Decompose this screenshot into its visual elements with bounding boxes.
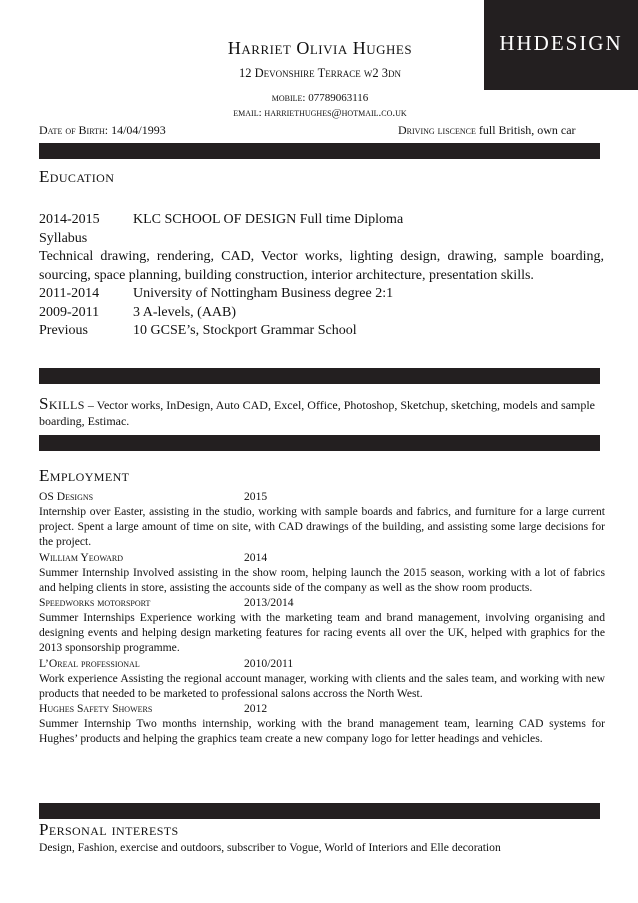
- education-text: 10 GCSE’s, Stockport Grammar School: [133, 323, 357, 338]
- job-company: Hughes Safety Showers: [39, 702, 153, 716]
- job-header: [39, 489, 605, 504]
- education-text: KLC SCHOOL OF DESIGN Full time Diploma: [133, 212, 404, 227]
- job-description: Summer Internship Involved assisting in the show room, helping launch the 2015 season, working with a lot of fabrics and helping clients in store, assisting the accounts side of the company as well as the show room products.: [39, 565, 605, 594]
- employment-section: [39, 489, 605, 746]
- job-company: L’Oreal professional: [39, 656, 140, 670]
- education-row: [39, 322, 604, 341]
- job-description: Summer Internship Two months internship, working with the brand management team, learning CAD systems for Hughes’ products and helping the graphics team create a new company logo for letter headings and vehicles.: [39, 717, 605, 746]
- divider-bar: [39, 803, 600, 819]
- job-date: 2014: [244, 550, 268, 564]
- driving-value: full British, own car: [478, 123, 576, 137]
- address: 12 Devonshire Terrace w2 3dn: [239, 66, 401, 80]
- applicant-name: Harriet Olivia Hughes: [227, 38, 413, 58]
- job-date: 2015: [244, 490, 268, 503]
- education-year: Previous: [39, 323, 88, 338]
- job-company: William Yeoward: [39, 550, 123, 564]
- education-text: 3 A-levels, (AAB): [133, 304, 237, 320]
- dob-value: 14/04/1993: [111, 123, 166, 137]
- education-text: University of Nottingham Business degree 2:1: [133, 286, 394, 301]
- interests-text: Design, Fashion, exercise and outdoors, subscriber to Vogue, World of Interiors and Elle decoration: [39, 841, 501, 854]
- job-company: Speedworks motorsport: [39, 596, 151, 610]
- divider-bar: [39, 143, 600, 159]
- job-date: 2013/2014: [244, 596, 294, 610]
- education-row: [39, 304, 604, 323]
- education-section: [39, 211, 604, 341]
- skills-heading: Skills: [39, 394, 85, 413]
- job-date: 2012: [244, 702, 268, 716]
- education-row: [39, 211, 604, 230]
- divider-bar: [39, 435, 600, 451]
- driving-licence: [398, 123, 576, 138]
- skills-section: [39, 396, 605, 429]
- education-year: 2014-2015: [39, 212, 100, 227]
- skills-text: – Vector works, InDesign, Auto CAD, Excel, Office, Photoshop, Sketchup, sketching, models and sample boarding, Estimac.: [39, 398, 596, 428]
- education-heading: Education: [39, 167, 115, 186]
- employment-heading: Employment: [39, 466, 130, 485]
- job-date: 2010/2011: [244, 656, 294, 670]
- logo: HHDESIGN: [484, 0, 638, 90]
- job-company: OS Designs: [39, 490, 94, 503]
- job-description: Internship over Easter, assisting in the studio, working with sample boards and fabrics, and furniture for a large current project. Spent a large amount of time on site, with CAD drawings of the building, and assisting some large decisions for the project.: [39, 505, 605, 549]
- interests-heading: Personal interests: [39, 820, 179, 839]
- syllabus-label: Syllabus: [39, 230, 88, 246]
- email: email: harriethughes@hotmail.co.uk: [233, 107, 407, 119]
- job-description: Work experience Assisting the regional account manager, working with clients and the sales team, and working with new products that needed to be marketed to professional salons accross the North West.: [39, 671, 605, 700]
- job-header: [39, 701, 605, 716]
- dob-label: Date of Birth:: [39, 123, 109, 137]
- divider-bar: [39, 368, 600, 384]
- driving-label: Driving liscence: [398, 123, 476, 137]
- mobile: mobile: 07789063116: [271, 92, 369, 104]
- education-row: [39, 285, 604, 304]
- job-header: [39, 656, 605, 671]
- job-header: [39, 550, 605, 565]
- date-of-birth: [39, 123, 166, 138]
- job-description: Summer Internships Experience working with the marketing team and brand management, involving organising and designing events and helping design marketing features for racing events all over the UK, helped with graphics for the 2013 sponsorship programme.: [39, 611, 605, 655]
- education-year: 2009-2011: [39, 304, 100, 320]
- education-year: 2011-2014: [39, 286, 100, 301]
- syllabus-text: Technical drawing, rendering, CAD, Vector works, lighting design, drawing, sample boarding, sourcing, space planning, building construction, interior architecture, presentation skills.: [39, 249, 604, 283]
- job-header: [39, 595, 605, 610]
